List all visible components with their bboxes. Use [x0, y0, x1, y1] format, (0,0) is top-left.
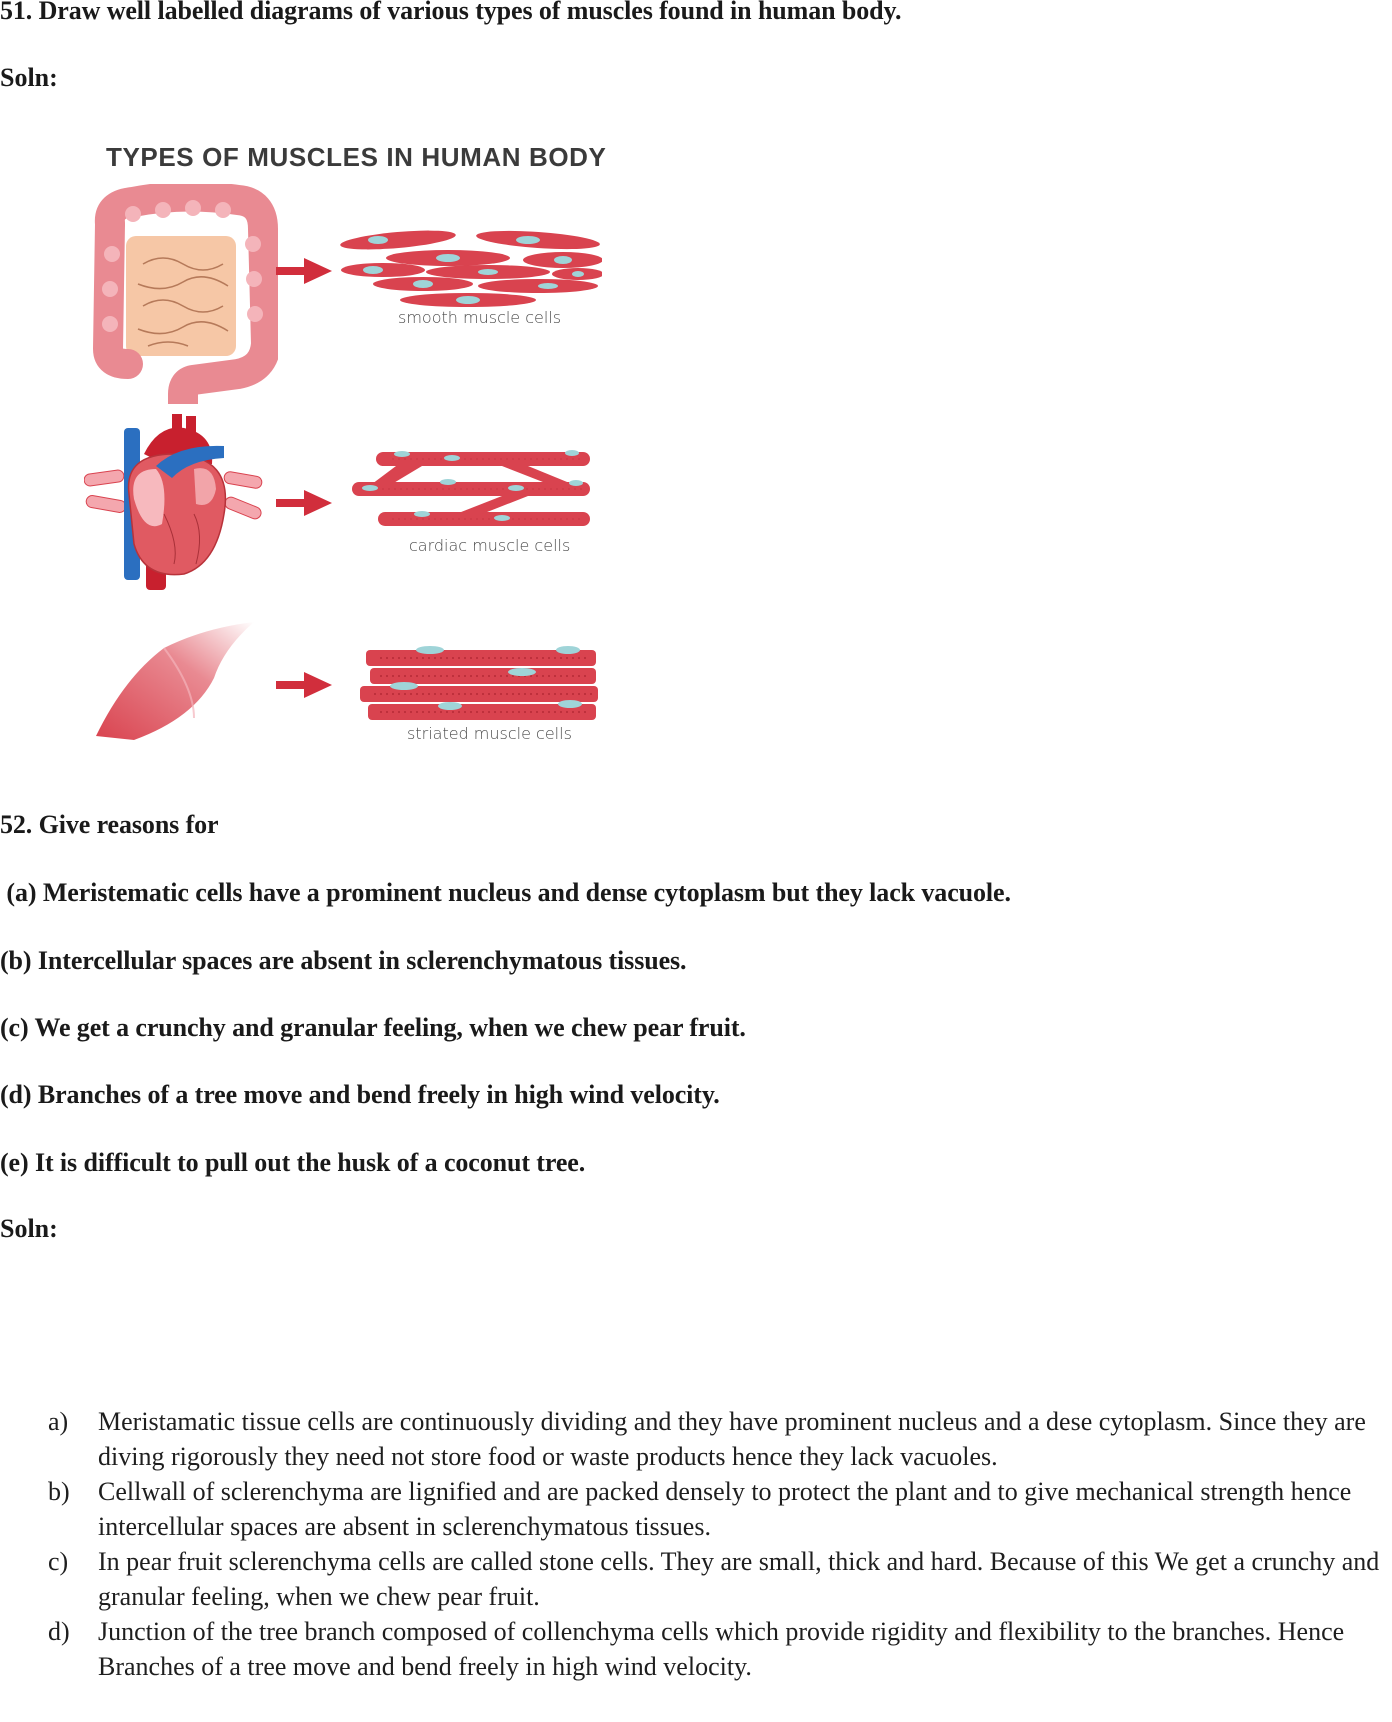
soln-label-52: Soln: — [0, 1214, 58, 1243]
arrow-icon — [276, 258, 332, 284]
intestine-icon — [88, 184, 278, 404]
answer-marker: d) — [48, 1617, 70, 1646]
figure-title: TYPES OF MUSCLES IN HUMAN BODY — [106, 142, 607, 172]
answer-item — [0, 1614, 1392, 1684]
cardiac-muscle-label: cardiac muscle cells — [409, 536, 571, 555]
skeletal-muscle-icon — [94, 618, 264, 748]
answer-item — [0, 1544, 1392, 1614]
question-52-part-c: (c) We get a crunchy and granular feeling, when we chew pear fruit. — [0, 1013, 746, 1042]
answer-item — [0, 1404, 1392, 1474]
answer-item — [0, 1474, 1392, 1544]
question-51: 51. Draw well labelled diagrams of various types of muscles found in human body. — [0, 0, 902, 25]
answer-text: Junction of the tree branch composed of collenchyma cells which provide rigidity and flexibility to the branches. Hence Branches of a tree move and bend freely in high wind velocity. — [98, 1617, 1345, 1681]
answer-marker: b) — [48, 1477, 70, 1506]
answer-list — [0, 1404, 1392, 1684]
arrow-icon — [276, 490, 332, 516]
cardiac-muscle-cells-illustration — [352, 448, 596, 532]
heart-icon — [84, 414, 264, 594]
smooth-muscle-label: smooth muscle cells — [398, 308, 562, 327]
smooth-muscle-cells-illustration — [338, 228, 602, 308]
muscle-types-figure — [80, 130, 660, 820]
arrow-icon — [276, 672, 332, 698]
question-52-part-b: (b) Intercellular spaces are absent in sclerenchymatous tissues. — [0, 946, 687, 975]
answer-marker: a) — [48, 1407, 69, 1436]
answer-text: In pear fruit sclerenchyma cells are called stone cells. They are small, thick and hard. Because of this We get a crunchy and granular feeling, when we chew pear fruit. — [98, 1547, 1380, 1611]
soln-label-51: Soln: — [0, 63, 58, 92]
answer-marker: c) — [48, 1547, 69, 1576]
answer-text: Meristamatic tissue cells are continuously dividing and they have prominent nucleus and a dese cytoplasm. Since they are diving rigorously they need not store food or waste products hence they lack vacuoles. — [98, 1407, 1366, 1471]
question-52-part-e: (e) It is difficult to pull out the husk of a coconut tree. — [0, 1148, 586, 1177]
answer-text: Cellwall of sclerenchyma are lignified and are packed densely to protect the plant and to give mechanical strength hence intercellular spaces are absent in sclerenchymatous tissues. — [98, 1477, 1352, 1541]
question-52-part-a: (a) Meristematic cells have a prominent nucleus and dense cytoplasm but they lack vacuole. — [0, 878, 1011, 907]
striated-muscle-label: striated muscle cells — [407, 724, 572, 743]
question-52-part-d: (d) Branches of a tree move and bend freely in high wind velocity. — [0, 1080, 720, 1109]
question-52: 52. Give reasons for — [0, 810, 219, 839]
striated-muscle-cells-illustration — [360, 642, 604, 722]
